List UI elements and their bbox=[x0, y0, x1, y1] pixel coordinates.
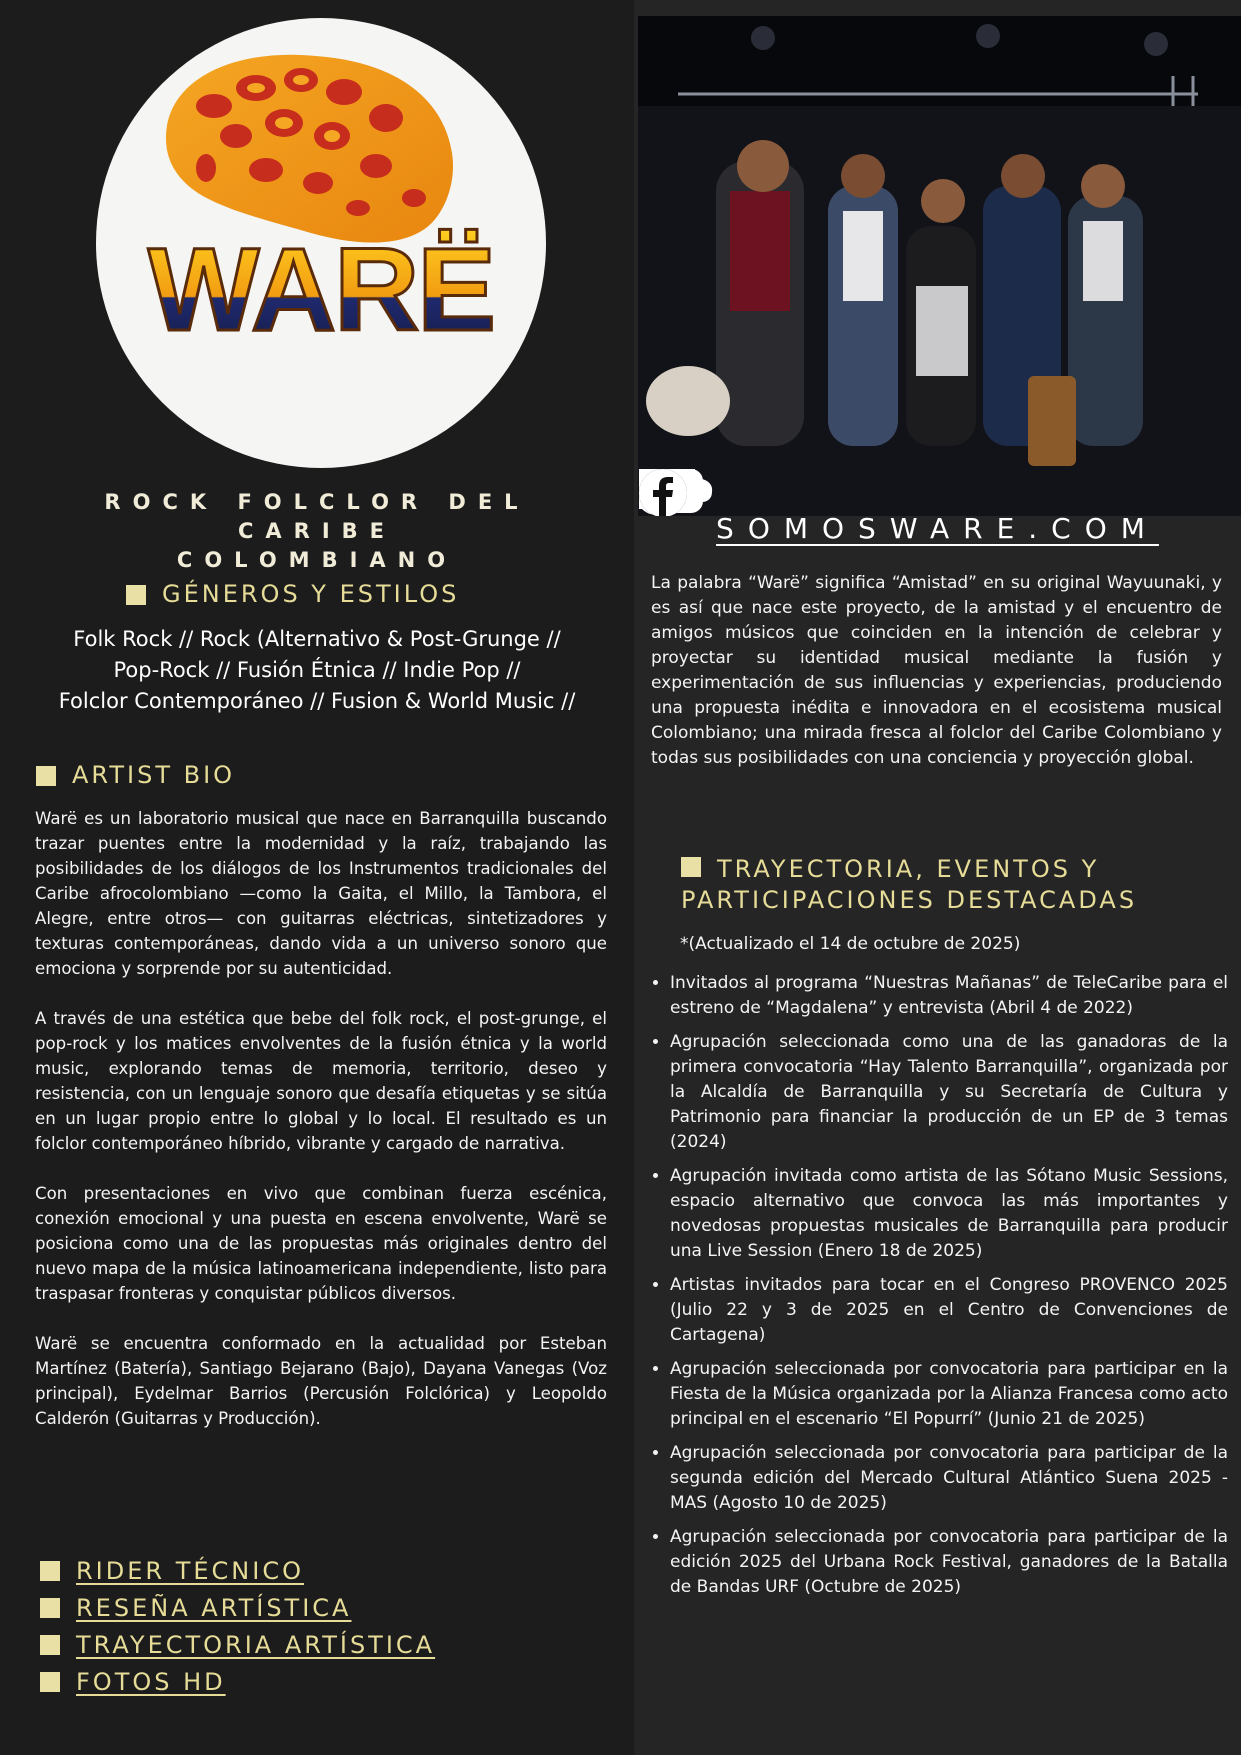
whatsapp-icon[interactable] bbox=[1024, 470, 1082, 516]
tagline-line: ROCK FOLCLOR DEL CARIBE bbox=[104, 490, 530, 543]
list-item: • Agrupación invitada como artista de las Sótano Music Sessions, espacio alternativo que convoca las más importantes y novedosas propuestas musicales de Barranquilla para producir una Live Session (Enero 18 de 2025) bbox=[670, 1164, 1228, 1264]
genres-line: Pop-Rock // Fusión Étnica // Indie Pop // bbox=[113, 658, 521, 682]
link-row bbox=[40, 1663, 435, 1700]
bio-heading bbox=[36, 761, 235, 789]
genres-line: Folclor Contemporáneo // Fusion & World Music // bbox=[58, 689, 576, 713]
trayectoria-heading-label bbox=[717, 852, 1099, 886]
email-icon[interactable] bbox=[948, 470, 1006, 516]
list-item: • Agrupación seleccionada por convocatoria para participar en la Fiesta de la Música organizada por la Alianza Francesa como acto principal en el escenario “El Popurrí” (Junio 21 de 2025) bbox=[670, 1357, 1228, 1432]
list-item: • Agrupación seleccionada por convocatoria para participar de la edición 2025 del Urbana Rock Festival, ganadores de la Batalla de Bandas URF (Octubre de 2025) bbox=[670, 1525, 1228, 1600]
bio-paragraph: Con presentaciones en vivo que combinan fuerza escénica, conexión emocional y una puesta en escena envolvente, Warë se posiciona como una de las propuestas más originales dentro del nuevo mapa de la música latinoamericana independiente, listo para traspasar fronteras y conquistar públicos diversos. bbox=[35, 1184, 607, 1303]
square-bullet-icon bbox=[40, 1561, 60, 1581]
website-link[interactable]: SOMOSWARE.COM bbox=[716, 512, 1159, 545]
ware-logo bbox=[96, 18, 546, 468]
bio-paragraph: Warë es un laboratorio musical que nace en Barranquilla buscando trazar puentes entre la modernidad y la raíz, trabajando las posibilidades de los diálogos de los Instrumentos tradicionales del Caribe afrocolombiano —como la Gaita, el Millo, la Tambora, el Alegre, entre otros— con guitarras eléctricas, sintetizadores y texturas contemporáneas, dando vida a un universo sonoro que emociona y sorprende por su autenticidad. bbox=[35, 809, 607, 978]
facebook-icon[interactable] bbox=[1174, 470, 1232, 516]
tiktok-icon[interactable] bbox=[873, 470, 931, 516]
genres-line: Folk Rock // Rock (Alternativo & Post-Grunge // bbox=[73, 627, 561, 651]
list-item: • Invitados al programa “Nuestras Mañanas” de TeleCaribe para el estreno de “Magdalena” y entrevista (Abril 4 de 2022) bbox=[670, 971, 1228, 1021]
list-item: • Agrupación seleccionada por convocatoria para participar de la segunda edición del Mercado Cultural Atlántico Suena 2025 - MAS (Agosto 10 de 2025) bbox=[670, 1441, 1228, 1516]
square-bullet-icon bbox=[681, 857, 701, 877]
square-bullet-icon bbox=[40, 1598, 60, 1618]
band-photo-image bbox=[638, 16, 1241, 516]
tagline bbox=[20, 488, 614, 575]
jaguar-logo-icon bbox=[96, 18, 546, 468]
about-paragraph: La palabra “Warë” significa “Amistad” en su original Wayuunaki, y es así que nace este proyecto, de la amistad y el encuentro de amigos músicos que coinciden en la intención de celebrar y proyectar su identidad musical mediante la fusión y experimentación de sus influencias y experiencias, produciendo una propuesta inédita e innovadora en el ecosistema musical Colombiano; una mirada fresca al folclor del Caribe Colombiano y todas sus posibilidades con una conciencia y proyección global. bbox=[651, 573, 1222, 768]
trayectoria-heading bbox=[681, 852, 1099, 886]
resource-links bbox=[40, 1552, 435, 1700]
square-bullet-icon bbox=[36, 766, 56, 786]
genres-heading bbox=[126, 580, 459, 608]
bio-paragraph: Warë se encuentra conformado en la actualidad por Esteban Martínez (Batería), Santiago Bejarano (Bajo), Dayana Vanegas (Voz principal), Eydelmar Barrios (Percusión Folclórica) y Leopoldo Calderón (Guitarras y Producción). bbox=[35, 1334, 607, 1428]
svg-text:WARË: WARË bbox=[148, 224, 494, 356]
artist-bio bbox=[35, 806, 607, 1456]
band-photo bbox=[638, 16, 1241, 516]
tagline-line: COLOMBIANO bbox=[176, 548, 458, 572]
link-row bbox=[40, 1626, 435, 1663]
trayectoria-heading-line: PARTICIPACIONES DESTACADAS bbox=[681, 886, 1138, 914]
list-item: • Artistas invitados para tocar en el Congreso PROVENCO 2025 (Julio 22 y 3 de 2025 en el Centro de Convenciones de Cartagena) bbox=[670, 1273, 1228, 1348]
square-bullet-icon bbox=[126, 585, 146, 605]
genres-list bbox=[20, 624, 614, 717]
rider-tecnico-link[interactable]: RIDER TÉCNICO bbox=[76, 1556, 304, 1585]
bio-paragraph: A través de una estética que bebe del folk rock, el post-grunge, el pop-rock y los matices envolventes de la fusión étnica y la world music, explorando temas de memoria, territorio, deseo y resistencia, con un lenguaje sonoro que desafía etiquetas y se sitúa en un lugar propio entre lo global y lo local. El resultado es un folclor contemporáneo híbrido, vibrante y cargado de narrativa. bbox=[35, 1009, 607, 1153]
fotos-hd-link[interactable]: FOTOS HD bbox=[76, 1667, 226, 1696]
genres-heading-label: GÉNEROS Y ESTILOS bbox=[162, 580, 460, 608]
square-bullet-icon bbox=[40, 1672, 60, 1692]
social-icons-bar bbox=[638, 468, 1241, 516]
list-item: • Agrupación seleccionada como una de las ganadoras de la primera convocatoria “Hay Talento Barranquilla”, organizada por la Alcaldía de Barranquilla y su Secretaría de Cultura y Patrimonio para financiar la producción de un EP de 3 temas (2024) bbox=[670, 1030, 1228, 1155]
instagram-icon[interactable] bbox=[722, 470, 780, 516]
trayectoria-list bbox=[650, 971, 1228, 1609]
square-bullet-icon bbox=[40, 1635, 60, 1655]
link-row bbox=[40, 1589, 435, 1626]
youtube-icon[interactable] bbox=[797, 470, 855, 516]
trayectoria-heading-second bbox=[681, 886, 1137, 914]
trayectoria-artistica-link[interactable]: TRAYECTORIA ARTÍSTICA bbox=[76, 1630, 436, 1659]
updated-note: *(Actualizado el 14 de octubre de 2025) bbox=[680, 934, 1021, 954]
threads-icon[interactable] bbox=[1099, 470, 1157, 516]
bio-heading-label: ARTIST BIO bbox=[72, 761, 236, 789]
trayectoria-heading-line: TRAYECTORIA, EVENTOS Y bbox=[717, 855, 1100, 883]
link-row bbox=[40, 1552, 435, 1589]
resena-artistica-link[interactable]: RESEÑA ARTÍSTICA bbox=[76, 1593, 352, 1622]
